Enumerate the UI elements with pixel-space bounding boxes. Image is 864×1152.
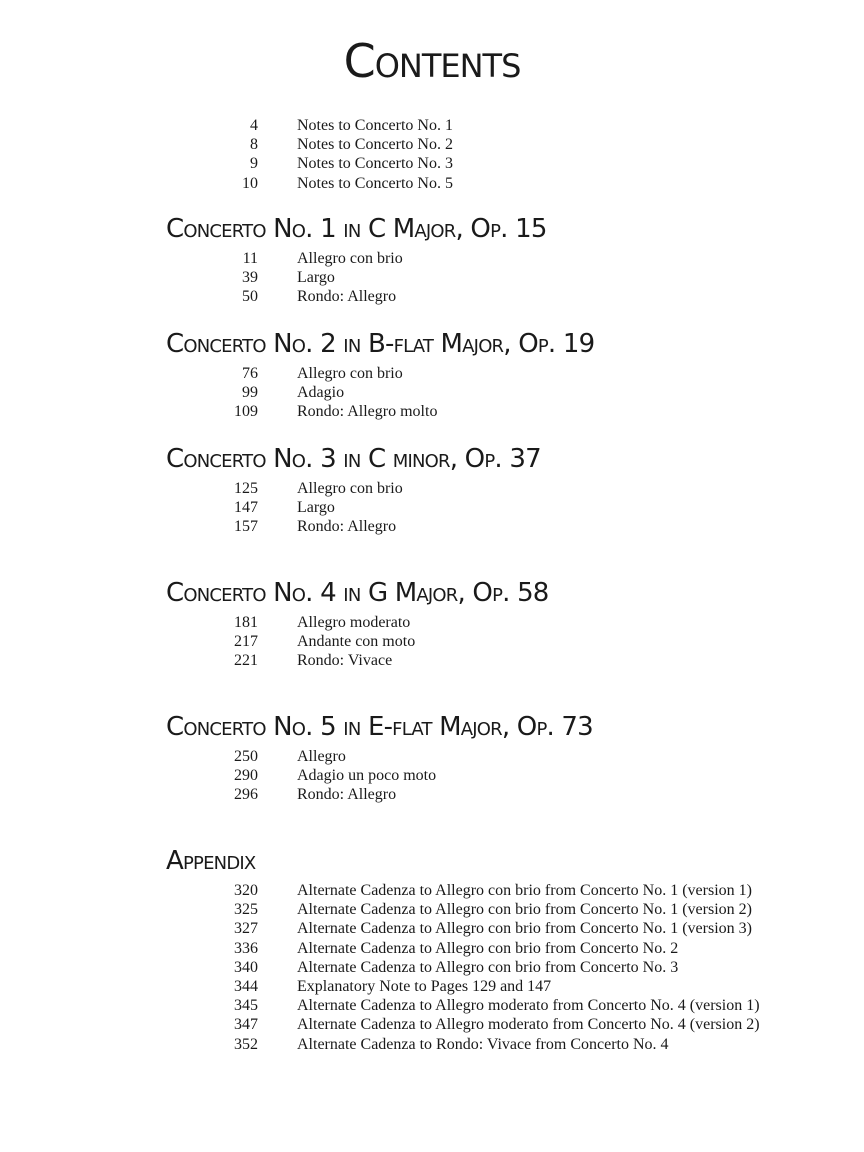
entry-title: Andante con moto — [297, 633, 416, 651]
page-number: 147 — [234, 499, 258, 517]
toc-entry[interactable] — [0, 402, 864, 421]
entry-title: Alternate Cadenza to Allegro con brio from Concerto No. 2 — [297, 939, 679, 957]
entry-title: Adagio — [297, 384, 345, 402]
page-number: 50 — [242, 288, 258, 306]
entry-title: Alternate Cadenza to Allegro moderato from Concerto No. 4 (version 2) — [297, 1016, 760, 1034]
toc-entry[interactable] — [0, 517, 864, 536]
page-number: 325 — [234, 901, 258, 919]
page-number: 296 — [234, 786, 258, 804]
toc-entry[interactable] — [0, 785, 864, 804]
section-entries-concerto-1 — [0, 249, 864, 307]
page-number: 39 — [242, 269, 258, 287]
page-number: 327 — [234, 920, 258, 938]
toc-entry[interactable] — [0, 116, 864, 135]
entry-title: Notes to Concerto No. 3 — [297, 155, 453, 173]
page-number: 336 — [234, 939, 258, 957]
page-number: 8 — [250, 136, 258, 154]
page-number: 340 — [234, 958, 258, 976]
page-number: 109 — [234, 403, 258, 421]
entry-title: Notes to Concerto No. 1 — [297, 117, 453, 134]
entry-title: Rondo: Allegro — [297, 518, 397, 536]
page-title: Contents — [343, 34, 521, 88]
entry-title: Explanatory Note to Pages 129 and 147 — [297, 977, 552, 995]
entry-title: Rondo: Allegro — [297, 786, 397, 804]
page-number: 352 — [234, 1035, 258, 1053]
page-number: 4 — [250, 117, 258, 134]
toc-entry[interactable] — [0, 996, 864, 1015]
toc-entry[interactable] — [0, 747, 864, 766]
section-heading-concerto-1: Concerto No. 1 in C Major, Op. 15 — [166, 214, 547, 244]
toc-entry[interactable] — [0, 268, 864, 287]
toc-entry[interactable] — [0, 479, 864, 498]
toc-entry[interactable] — [0, 249, 864, 268]
page-number: 9 — [250, 155, 258, 173]
entry-title: Alternate Cadenza to Allegro moderato from Concerto No. 4 (version 1) — [297, 997, 760, 1015]
section-heading-concerto-2: Concerto No. 2 in B-flat Major, Op. 19 — [166, 329, 595, 359]
toc-entry[interactable] — [0, 364, 864, 383]
entry-title: Notes to Concerto No. 5 — [297, 174, 453, 192]
toc-entry[interactable] — [0, 383, 864, 402]
page-number: 347 — [234, 1016, 258, 1034]
entry-title: Alternate Cadenza to Allegro con brio from Concerto No. 3 — [297, 958, 679, 976]
entry-title: Rondo: Allegro molto — [297, 403, 438, 421]
page-number: 344 — [234, 977, 258, 995]
entry-title: Allegro moderato — [297, 614, 411, 631]
toc-entry[interactable] — [0, 154, 864, 173]
page-number: 10 — [242, 174, 258, 192]
entry-title: Alternate Cadenza to Rondo: Vivace from Concerto No. 4 — [297, 1035, 669, 1053]
entry-title: Allegro con brio — [297, 480, 403, 497]
section-heading-concerto-4: Concerto No. 4 in G Major, Op. 58 — [166, 578, 549, 608]
toc-entry[interactable] — [0, 135, 864, 154]
page-number: 250 — [234, 748, 258, 765]
entry-title: Rondo: Vivace — [297, 652, 393, 670]
toc-entry[interactable] — [0, 1015, 864, 1034]
toc-entry[interactable] — [0, 977, 864, 996]
section-heading-concerto-5: Concerto No. 5 in E-flat Major, Op. 73 — [166, 712, 593, 742]
toc-entry[interactable] — [0, 766, 864, 785]
section-heading-concerto-3: Concerto No. 3 in C minor, Op. 37 — [166, 444, 541, 474]
section-entries-concerto-4 — [0, 613, 864, 671]
page-number: 99 — [242, 384, 258, 402]
page-number: 320 — [234, 882, 258, 899]
page-number: 290 — [234, 767, 258, 785]
entry-title: Alternate Cadenza to Allegro con brio from Concerto No. 1 (version 2) — [297, 901, 752, 919]
entry-title: Largo — [297, 499, 335, 517]
entry-title: Rondo: Allegro — [297, 288, 397, 306]
section-entries-appendix — [0, 881, 864, 1054]
toc-entry[interactable] — [0, 958, 864, 977]
toc-entry[interactable] — [0, 498, 864, 517]
page-number: 76 — [242, 365, 258, 382]
entry-title: Adagio un poco moto — [297, 767, 437, 785]
entry-title: Alternate Cadenza to Allegro con brio from Concerto No. 1 (version 3) — [297, 920, 752, 938]
section-entries-concerto-2 — [0, 364, 864, 422]
entry-title: Notes to Concerto No. 2 — [297, 136, 453, 154]
toc-entry[interactable] — [0, 651, 864, 670]
toc-entry[interactable] — [0, 613, 864, 632]
page-number: 217 — [234, 633, 258, 651]
section-heading-appendix: Appendix — [166, 846, 256, 876]
page-number: 157 — [234, 518, 258, 536]
toc-entry[interactable] — [0, 881, 864, 900]
toc-entry[interactable] — [0, 900, 864, 919]
toc-entry[interactable] — [0, 939, 864, 958]
toc-entry[interactable] — [0, 632, 864, 651]
page-number: 125 — [234, 480, 258, 497]
page-number: 345 — [234, 997, 258, 1015]
page-number: 11 — [242, 250, 258, 267]
entry-title: Allegro con brio — [297, 365, 403, 382]
entry-title: Allegro con brio — [297, 250, 403, 267]
entry-title: Alternate Cadenza to Allegro con brio from Concerto No. 1 (version 1) — [297, 882, 752, 899]
entry-title: Allegro — [297, 748, 346, 765]
page-number: 221 — [234, 652, 258, 670]
page-number: 181 — [234, 614, 258, 631]
toc-entry[interactable] — [0, 174, 864, 193]
toc-entry[interactable] — [0, 1035, 864, 1054]
section-entries-concerto-5 — [0, 747, 864, 805]
toc-entry[interactable] — [0, 287, 864, 306]
notes-list — [0, 116, 864, 193]
section-entries-concerto-3 — [0, 479, 864, 537]
toc-entry[interactable] — [0, 919, 864, 938]
entry-title: Largo — [297, 269, 335, 287]
